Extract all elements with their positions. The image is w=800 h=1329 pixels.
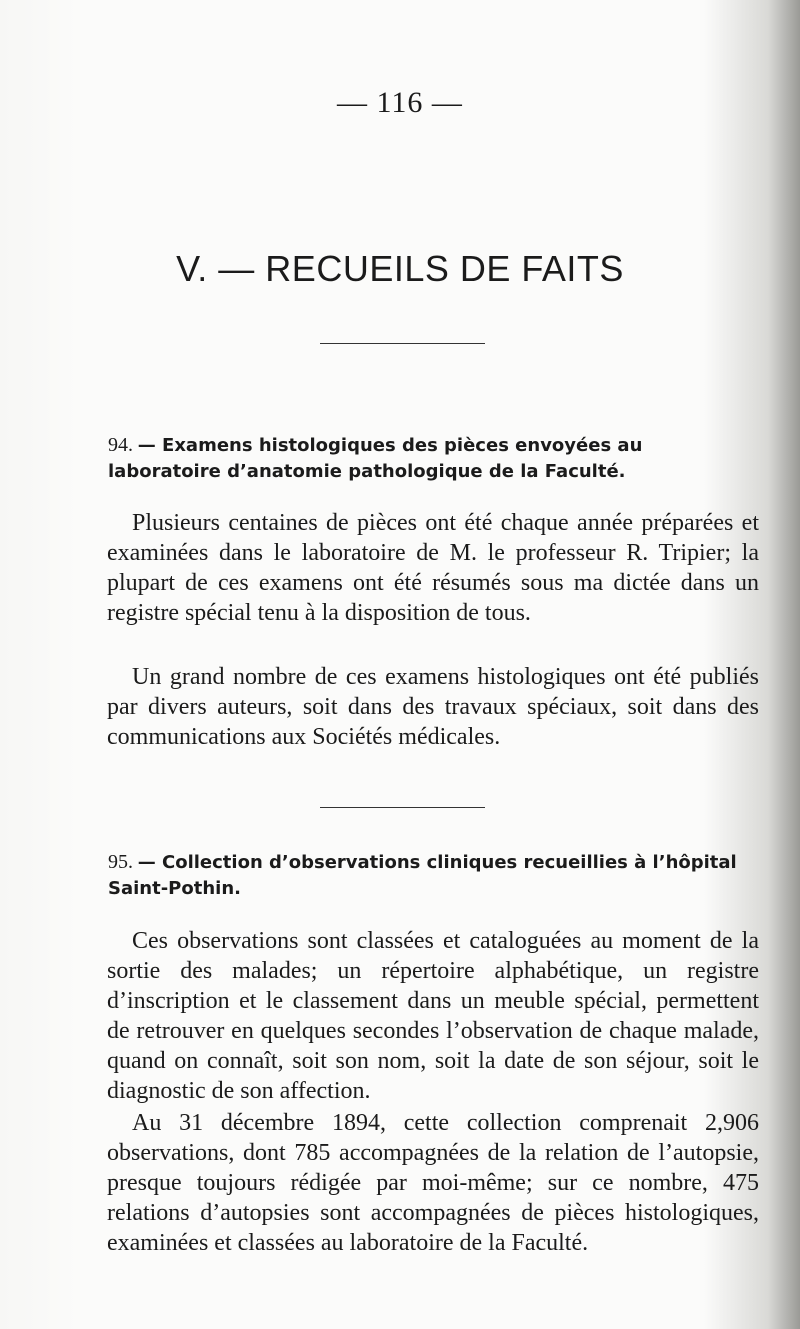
entry-title: — Examens histologiques des pièces envoyées au laboratoire d’anatomie pathologique de la Faculté. xyxy=(108,435,643,482)
entry-number: 95. xyxy=(108,851,133,873)
entry-95-paragraph-1: Ces observations sont classées et cataloguées au moment de la sortie des malades; un répertoire alphabétique, un registre d’inscription et le classement dans un meuble spécial, permettent de retrouver en quelques secondes l’observation de chaque malade, quand on connaît, soit son nom, soit la date de son séjour, soit le diagnostic de son affection. xyxy=(107,928,759,1104)
page-number: — 116 — xyxy=(337,86,463,119)
section-title: V. — RECUEILS DE FAITS xyxy=(176,248,624,289)
section-divider xyxy=(320,343,485,344)
entry-title: — Collection d’observations cliniques recueillies à l’hôpital Saint-Pothin. xyxy=(108,852,737,899)
entry-94-paragraph-2: Un grand nombre de ces examens histologiques ont été publiés par divers auteurs, soit dans des travaux spéciaux, soit dans des communications aux Sociétés médicales. xyxy=(107,664,759,750)
entry-number: 94. xyxy=(108,434,133,456)
entry-94-paragraph-1: Plusieurs centaines de pièces ont été chaque année préparées et examinées dans le laboratoire de M. le professeur R. Tripier; la plupart de ces examens ont été résumés sous ma dictée dans un registre spécial tenu à la disposition de tous. xyxy=(107,510,759,626)
entry-heading-95 xyxy=(108,849,758,902)
entry-95-paragraph-2: Au 31 décembre 1894, cette collection comprenait 2,906 observations, dont 785 accompagnées de la relation de l’autopsie, presque toujours rédigée par moi-même; sur ce nombre, 475 relations d’autopsies sont accompagnées de pièces histologiques, examinées et classées au laboratoire de la Faculté. xyxy=(107,1110,759,1256)
entry-heading-94 xyxy=(108,432,758,485)
entry-divider xyxy=(320,807,485,808)
